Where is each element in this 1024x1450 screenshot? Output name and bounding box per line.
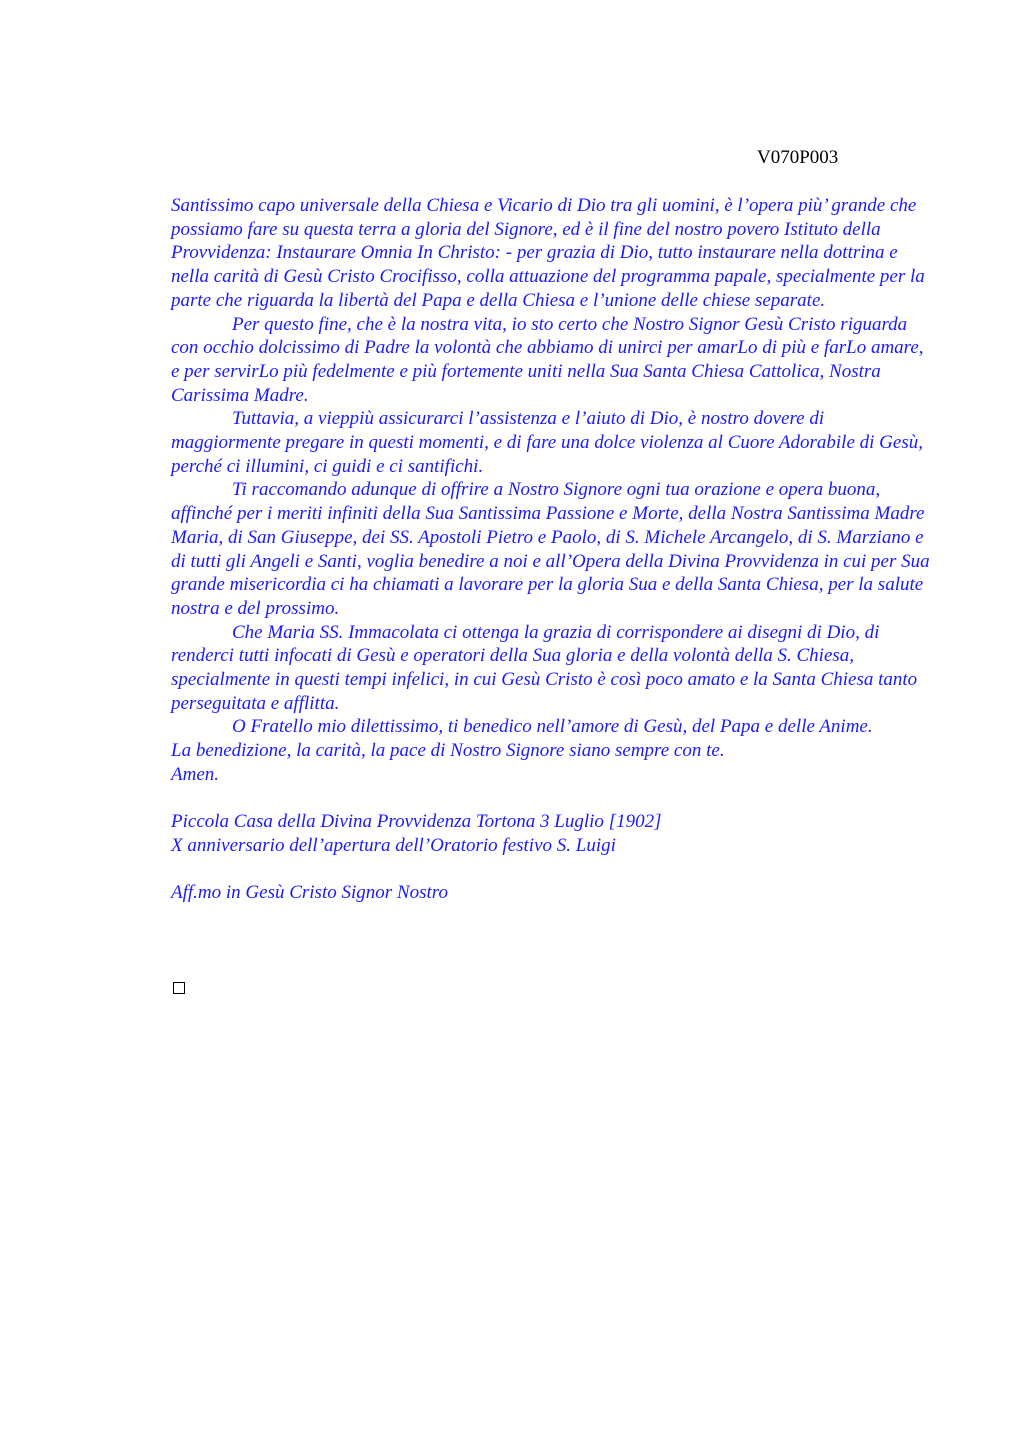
anniversary-line: X anniversario dell’apertura dell’Oratorio festivo S. Luigi bbox=[171, 834, 616, 856]
page-code: V070P003 bbox=[757, 147, 839, 168]
spacer bbox=[171, 858, 933, 882]
paragraph-6: O Fratello mio dilettissimo, ti benedico nell’amore di Gesù, del Papa e delle Anime. bbox=[232, 716, 873, 738]
letter-body bbox=[171, 194, 933, 905]
spacer bbox=[171, 787, 933, 811]
checkbox-icon bbox=[173, 982, 185, 994]
paragraph-2: Per questo fine, che è la nostra vita, io sto certo che Nostro Signor Gesù Cristo riguarda con occhio dolcissimo di Padre la volontà che abbiamo di unirci per amarLo di più e farLo amare, e per servirLo più fedelmente e più fortemente uniti nella Sua Santa Chiesa Cattolica, Nostra Carissima Madre. bbox=[171, 313, 924, 406]
paragraph-1: Santissimo capo universale della Chiesa e Vicario di Dio tra gli uomini, è l’opera più’ grande che possiamo fare su questa terra a gloria del Signore, ed è il fine del nostro povero Istituto della Provvidenza: Instaurare Omnia In Christo: - per grazia di Dio, tutto instaurare nella dottrina e nella carità di Gesù Cristo Crocifisso, colla attuazione del programma papale, specialmente per la parte che riguarda la libertà del Papa e della Chiesa e l’unione delle chiese separate. bbox=[171, 195, 925, 311]
paragraph-4: Ti raccomando adunque di offrire a Nostro Signore ogni tua orazione e opera buona, affinché per i meriti infiniti della Sua Santissima Passione e Morte, della Nostra Santissima Madre Maria, di San Giuseppe, dei SS. Apostoli Pietro e Paolo, di S. Michele Arcangelo, di S. Marziano e di tutti gli Angeli e Santi, voglia benedire a noi e all’Opera della Divina Provvidenza in cui per Sua grande misericordia ci ha chiamati a lavorare per la gloria Sua e della Santa Chiesa, per la salute nostra e del prossimo. bbox=[171, 479, 930, 619]
place-date-line: Piccola Casa della Divina Provvidenza Tortona 3 Luglio [1902] bbox=[171, 811, 662, 833]
paragraph-3: Tuttavia, a vieppiù assicurarci l’assistenza e l’aiuto di Dio, è nostro dovere di maggiormente pregare in questi momenti, e di fare una dolce violenza al Cuore Adorabile di Gesù, perché ci illumini, ci guidi e ci santifichi. bbox=[171, 408, 923, 477]
closing-line: Aff.mo in Gesù Cristo Signor Nostro bbox=[171, 882, 448, 904]
paragraph-5: Che Maria SS. Immacolata ci ottenga la grazia di corrispondere ai disegni di Dio, di renderci tutti infocati di Gesù e operatori della Sua gloria e della volontà della S. Chiesa, specialmente in questi tempi infelici, in cui Gesù Cristo è così poco amato e la Santa Chiesa tanto perseguitata e afflitta. bbox=[171, 621, 918, 714]
amen-line: Amen. bbox=[171, 763, 220, 785]
blessing-line: La benedizione, la carità, la pace di Nostro Signore siano sempre con te. bbox=[171, 740, 725, 762]
